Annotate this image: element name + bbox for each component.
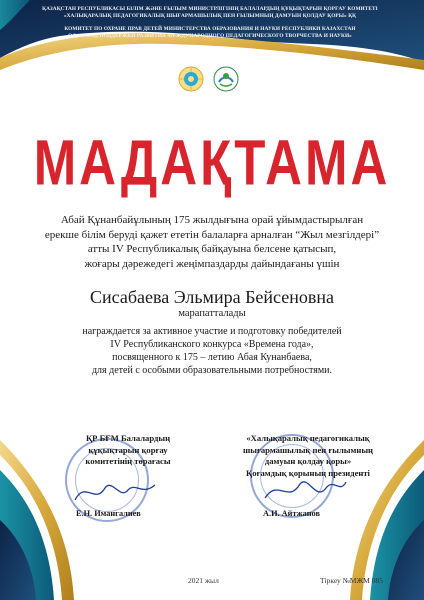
signature-right-name: А.И. Айтжанов: [263, 509, 320, 518]
header-line: КОМИТЕТ ПО ОХРАНЕ ПРАВ ДЕТЕЙ МИНИСТЕРСТВА ОБРАЗОВАНИЯ И НАУКИ РЕСПУБЛИКИ КАЗАХСТАН: [64, 26, 356, 32]
globe-child-logo: [213, 66, 239, 92]
russian-text: [30, 325, 394, 377]
signature-line: шығармашылық пен ғылымның: [243, 444, 373, 455]
header-top: [40, 6, 380, 20]
certificate-title: МАДАҚТАМА: [33, 126, 391, 198]
signature-line: ҚР БҒМ Балалардың: [85, 433, 171, 443]
text-line: атты IV Республикалық байқауына белсене қатысып,: [87, 243, 337, 255]
text-line: Абай Құнанбайұлының 175 жылдығына орай ұйымдастырылған: [60, 214, 364, 226]
signature-right-scribble: [260, 470, 350, 510]
recipient-name: Сисабаева Эльмира Бейсеновна: [90, 287, 334, 307]
text-line: награждается за активное участие и подготовку победителей: [82, 326, 342, 337]
signature-line: «Халықаралық педагогикалық: [246, 433, 370, 443]
header-line: ҚАЗАҚСТАН РЕСПУБЛИКАСЫ БІЛІМ ЖӘНЕ ҒЫЛЫМ МИНИСТРЛІГІНІҢ БАЛАЛАРДЫҢ ҚҰҚЫҚТАРЫН ҚОРҒАУ КОМИТЕТІ: [42, 6, 378, 12]
issue-year: 2021 жыл: [188, 576, 219, 585]
signature-line: комитетінің төрағасы: [85, 456, 171, 466]
kazakh-text: [30, 213, 394, 271]
awarded-label: марапатталады: [178, 308, 246, 319]
text-line: для детей с особыми образовательными потребностями.: [91, 365, 333, 376]
signature-line: дамуын қолдау қоры»: [264, 456, 352, 466]
header-bottom: [40, 26, 380, 40]
registration-number: Тіркеу №МЖМ 085: [320, 576, 383, 585]
signature-left-name: Е.Н. Имангалиев: [76, 509, 141, 518]
text-line: жоғары дәрежедегі жеңімпаздарды дайындағаны үшін: [84, 257, 340, 270]
signature-left-title: [48, 433, 208, 468]
text-line: посвященного к 175 – летию Абая Кунанбаева,: [112, 352, 312, 363]
header-line: «ХАЛЫҚАРАЛЫҚ ПЕДАГОГИКАЛЫҚ ШЫҒАРМАШЫЛЫҚ ПЕН ҒЫЛЫМНЫҢ ДАМУЫН ҚОЛДАУ ҚОРЫ» ҚҚ: [63, 13, 357, 19]
signature-line: құқықтарын қорғау: [88, 444, 168, 455]
text-line: IV Республиканского конкурса «Времена года»,: [110, 339, 314, 350]
header-line: ОФ «ФОНД ПОДДЕРЖКИ РАЗВИТИЯ МЕЖДУНАРОДНОГО ПЕДАГОГИЧЕСКОГО ТВОРЧЕСТВА И НАУКИ»: [68, 33, 352, 39]
text-line: ерекше білім беруді қажет ететін балаларға арналған “Жыл мезгілдері”: [44, 228, 380, 241]
emblem-logo: [178, 66, 204, 92]
signature-line: Қоғамдық қорының президенті: [246, 467, 370, 478]
signature-left-scribble: [70, 470, 160, 510]
